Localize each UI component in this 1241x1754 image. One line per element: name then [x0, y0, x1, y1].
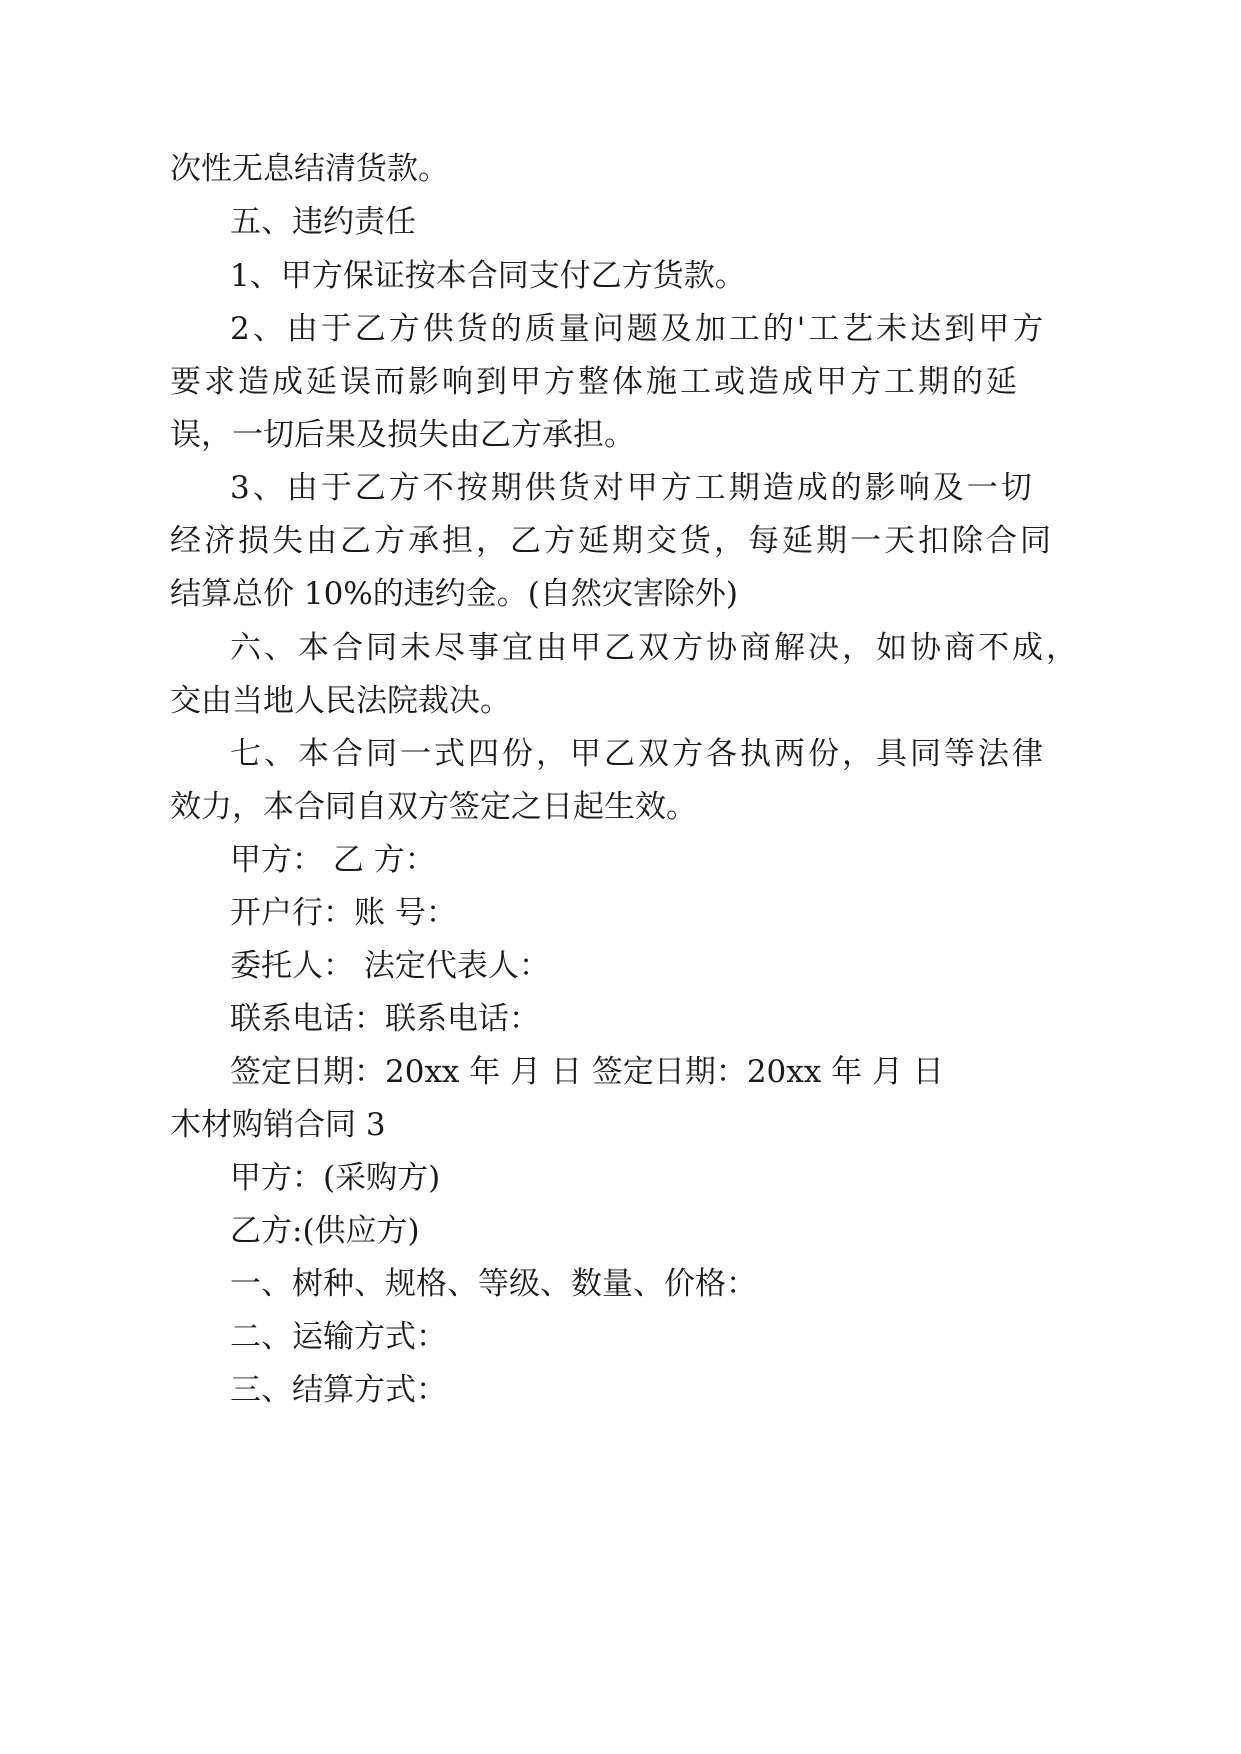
party-b-line: 乙方:(供应方) — [230, 1213, 420, 1249]
paragraph-line: 经济损失由乙方承担，乙方延期交货，每延期一天扣除合同 — [170, 523, 1054, 559]
clause-heading: 一、树种、规格、等级、数量、价格： — [230, 1266, 757, 1302]
paragraph-line: 交由当地人民法院裁决。 — [170, 683, 511, 719]
party-a-line: 甲方：(采购方) — [230, 1160, 441, 1196]
paragraph-line: 误，一切后果及损失由乙方承担。 — [170, 417, 635, 453]
contract-title: 木材购销合同 3 — [170, 1107, 386, 1143]
paragraph-line: 次性无息结清货款。 — [170, 151, 449, 187]
paragraph-line: 六、本合同未尽事宜由甲乙双方协商解决，如协商不成， — [230, 630, 1080, 666]
signature-bank-line: 开户行：账 号： — [230, 895, 457, 931]
clause-heading: 三、结算方式： — [230, 1372, 447, 1408]
section-heading: 五、违约责任 — [230, 204, 416, 240]
signature-agent-line: 委托人： 法定代表人： — [230, 948, 550, 984]
paragraph-line: 效力，本合同自双方签定之日起生效。 — [170, 789, 697, 825]
paragraph-line: 2、由于乙方供货的质量问题及加工的'工艺未达到甲方 — [230, 311, 1047, 347]
signature-date-line: 签定日期：20xx 年 月 日 签定日期：20xx 年 月 日 — [230, 1054, 944, 1090]
paragraph-line: 七、本合同一式四份，甲乙双方各执两份，具同等法律 — [230, 736, 1046, 772]
paragraph-line: 结算总价 10%的违约金。(自然灾害除外) — [170, 576, 738, 612]
signature-phone-line: 联系电话：联系电话： — [230, 1001, 540, 1037]
paragraph-line: 3、由于乙方不按期供货对甲方工期造成的影响及一切 — [230, 470, 1035, 506]
paragraph-line: 要求造成延误而影响到甲方整体施工或造成甲方工期的延 — [170, 364, 1020, 400]
paragraph-line: 1、甲方保证按本合同支付乙方货款。 — [230, 258, 746, 294]
signature-party-line: 甲方： 乙 方： — [230, 842, 436, 878]
clause-heading: 二、运输方式： — [230, 1319, 447, 1355]
